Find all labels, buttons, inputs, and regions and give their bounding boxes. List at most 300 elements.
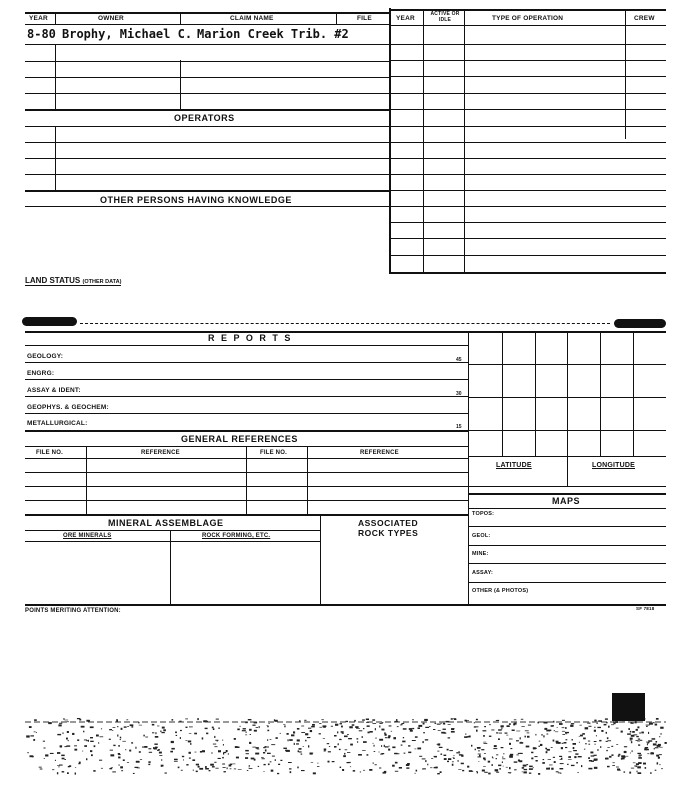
noise-speck	[109, 768, 112, 769]
noise-speck	[611, 724, 614, 725]
noise-speck	[100, 736, 104, 737]
noise-speck	[256, 727, 258, 728]
noise-speck	[352, 724, 355, 726]
noise-speck	[148, 764, 150, 765]
noise-speck	[567, 764, 569, 765]
noise-speck	[553, 721, 554, 723]
noise-speck	[357, 738, 359, 739]
noise-speck	[301, 770, 305, 771]
noise-speck	[396, 719, 397, 721]
noise-speck	[630, 723, 633, 724]
ore-minerals-label: ORE MINERALS	[63, 533, 112, 539]
noise-speck	[498, 765, 501, 767]
noise-speck	[441, 732, 445, 734]
noise-speck	[40, 769, 43, 770]
noise-speck	[472, 771, 473, 772]
noise-speck	[438, 730, 441, 731]
noise-speck	[99, 760, 102, 761]
noise-speck	[462, 770, 464, 771]
noise-speck	[324, 749, 327, 751]
noise-speck	[474, 722, 475, 723]
col-header-claim-name: CLAIM NAME	[230, 15, 274, 22]
noise-speck	[638, 739, 640, 740]
noise-speck	[541, 734, 543, 735]
noise-speck	[374, 751, 376, 752]
noise-speck	[379, 768, 381, 769]
noise-speck	[483, 730, 487, 731]
noise-speck	[362, 736, 364, 738]
noise-speck	[357, 741, 358, 742]
noise-speck	[149, 752, 152, 753]
noise-speck	[344, 736, 348, 738]
noise-speck	[29, 726, 32, 728]
noise-speck	[62, 758, 65, 760]
noise-speck	[110, 750, 113, 751]
noise-speck	[523, 765, 527, 767]
noise-speck	[481, 749, 484, 750]
noise-speck	[312, 724, 315, 726]
noise-speck	[189, 758, 191, 759]
noise-speck	[525, 730, 529, 731]
noise-speck	[67, 731, 69, 733]
noise-speck	[245, 750, 249, 752]
noise-speck	[237, 729, 240, 731]
noise-speck	[655, 747, 659, 748]
noise-speck	[496, 758, 497, 759]
noise-speck	[414, 773, 416, 774]
noise-speck	[120, 739, 121, 740]
report-geophys: GEOPHYS. & GEOCHEM:	[27, 404, 109, 411]
noise-speck	[50, 753, 54, 754]
noise-speck	[293, 731, 295, 733]
noise-speck	[425, 739, 428, 740]
op-header-active-idle: ACTIVE OR IDLE	[430, 11, 460, 23]
noise-speck	[637, 741, 640, 742]
noise-speck	[247, 770, 249, 771]
noise-speck	[395, 771, 399, 772]
noise-speck	[551, 768, 553, 770]
noise-speck	[347, 752, 350, 753]
noise-speck	[412, 740, 416, 741]
noise-speck	[616, 744, 618, 745]
noise-speck	[27, 752, 28, 753]
noise-speck	[171, 741, 174, 743]
noise-speck	[180, 730, 182, 731]
noise-speck	[630, 753, 631, 754]
noise-speck	[77, 739, 79, 741]
noise-speck	[565, 733, 567, 734]
noise-speck	[291, 734, 294, 736]
noise-speck	[162, 732, 165, 733]
noise-speck	[59, 765, 63, 766]
noise-speck	[126, 719, 128, 720]
noise-speck	[188, 741, 191, 743]
noise-speck	[289, 739, 293, 741]
ref-col-file-no-1: FILE NO.	[36, 450, 63, 456]
noise-speck	[178, 767, 180, 769]
noise-speck	[410, 730, 413, 732]
noise-speck	[529, 773, 531, 774]
noise-speck	[520, 742, 524, 744]
noise-speck	[353, 771, 355, 772]
noise-speck	[193, 770, 194, 771]
noise-speck	[136, 761, 140, 763]
noise-speck	[388, 746, 389, 747]
noise-speck	[588, 741, 590, 742]
noise-speck	[509, 773, 511, 774]
noise-speck	[505, 733, 508, 734]
noise-speck	[616, 728, 619, 729]
noise-speck	[362, 719, 365, 720]
op-header-year: YEAR	[396, 15, 415, 22]
noise-speck	[417, 748, 421, 750]
noise-speck	[339, 749, 341, 750]
noise-speck	[375, 764, 377, 765]
noise-speck	[430, 767, 432, 768]
noise-speck	[280, 733, 281, 734]
noise-speck	[267, 730, 269, 732]
noise-speck	[501, 725, 504, 727]
noise-speck	[533, 767, 534, 768]
points-meriting-attention: POINTS MERITING ATTENTION:	[25, 608, 121, 614]
noise-speck	[319, 733, 321, 734]
noise-speck	[198, 766, 200, 768]
noise-speck	[393, 765, 394, 766]
noise-speck	[319, 723, 321, 724]
noise-speck	[624, 751, 627, 753]
noise-speck	[492, 757, 493, 758]
noise-speck	[502, 762, 503, 763]
noise-speck	[590, 752, 593, 754]
noise-speck	[199, 768, 203, 770]
noise-speck	[131, 742, 133, 743]
noise-speck	[227, 767, 228, 769]
noise-speck	[83, 731, 84, 733]
noise-speck	[245, 735, 247, 736]
noise-speck	[81, 726, 85, 728]
noise-speck	[368, 732, 370, 734]
scale-30: 30	[456, 391, 462, 397]
noise-speck	[495, 769, 499, 771]
noise-speck	[338, 743, 339, 745]
noise-speck	[133, 773, 135, 774]
noise-speck	[418, 725, 422, 727]
noise-speck	[34, 732, 36, 733]
noise-speck	[496, 732, 498, 733]
noise-speck	[634, 766, 637, 767]
noise-speck	[60, 745, 63, 747]
noise-speck	[646, 726, 648, 727]
noise-speck	[135, 747, 136, 749]
noise-speck	[332, 761, 335, 762]
noise-speck	[395, 762, 398, 764]
noise-speck	[639, 757, 641, 758]
noise-speck	[604, 724, 607, 726]
noise-speck	[564, 742, 567, 744]
noise-speck	[624, 756, 628, 757]
noise-speck	[636, 736, 639, 737]
noise-speck	[232, 764, 235, 765]
noise-speck	[412, 719, 414, 720]
noise-speck	[478, 761, 479, 762]
noise-speck	[255, 753, 259, 755]
noise-speck	[118, 754, 120, 755]
noise-speck	[59, 723, 62, 724]
noise-speck	[249, 765, 250, 767]
noise-speck	[434, 756, 437, 757]
noise-speck	[617, 769, 620, 771]
noise-speck	[91, 754, 93, 756]
longitude-label: LONGITUDE	[592, 462, 636, 469]
noise-speck	[509, 767, 511, 769]
noise-speck	[258, 766, 259, 767]
noise-speck	[145, 737, 148, 738]
noise-speck	[263, 771, 264, 772]
noise-speck	[594, 741, 597, 742]
noise-speck	[272, 756, 275, 757]
noise-speck	[652, 738, 656, 740]
noise-speck	[570, 725, 573, 727]
noise-speck	[171, 748, 174, 750]
noise-speck	[238, 769, 242, 770]
noise-speck	[324, 751, 326, 752]
noise-speck	[514, 723, 516, 725]
noise-speck	[43, 741, 45, 742]
noise-speck	[659, 764, 660, 765]
noise-speck	[488, 773, 490, 775]
noise-speck	[90, 726, 94, 728]
noise-speck	[478, 756, 482, 757]
noise-speck	[121, 728, 123, 730]
noise-speck	[350, 744, 353, 746]
noise-speck	[202, 737, 204, 739]
noise-speck	[637, 753, 641, 754]
noise-speck	[382, 729, 384, 730]
noise-speck	[194, 733, 197, 735]
noise-speck	[303, 746, 304, 747]
noise-speck	[218, 758, 221, 759]
noise-speck	[331, 726, 333, 727]
noise-speck	[383, 772, 386, 774]
noise-speck	[643, 763, 646, 765]
noise-speck	[45, 754, 48, 756]
noise-speck	[192, 759, 195, 761]
noise-speck	[148, 748, 151, 749]
noise-speck	[385, 746, 389, 747]
noise-speck	[584, 749, 585, 750]
noise-speck	[109, 729, 112, 730]
report-engrg: ENGRG:	[27, 370, 55, 377]
noise-speck	[648, 740, 652, 741]
noise-speck	[502, 757, 503, 758]
noise-speck	[214, 762, 216, 763]
ref-col-reference-2: REFERENCE	[360, 450, 399, 456]
noise-speck	[131, 726, 133, 727]
noise-speck	[544, 722, 548, 724]
noise-speck	[506, 735, 508, 736]
noise-speck	[140, 759, 142, 760]
noise-speck	[334, 735, 337, 737]
noise-speck	[90, 750, 92, 752]
noise-speck	[461, 755, 463, 757]
noise-speck	[606, 750, 608, 751]
noise-speck	[317, 766, 319, 767]
noise-speck	[116, 719, 117, 721]
noise-speck	[496, 772, 499, 773]
noise-speck	[213, 728, 215, 730]
noise-speck	[359, 730, 363, 731]
noise-speck	[516, 731, 520, 732]
noise-speck	[246, 732, 247, 733]
noise-speck	[109, 739, 111, 740]
noise-speck	[152, 724, 155, 726]
noise-speck	[562, 743, 564, 744]
noise-speck	[58, 724, 61, 726]
noise-speck	[521, 726, 524, 727]
noise-speck	[649, 723, 653, 725]
noise-speck	[214, 746, 217, 747]
noise-speck	[355, 726, 358, 728]
noise-speck	[101, 728, 102, 729]
noise-speck	[588, 744, 590, 745]
noise-speck	[362, 750, 366, 751]
noise-speck	[493, 748, 497, 749]
noise-speck	[483, 742, 486, 743]
noise-speck	[640, 740, 642, 741]
noise-speck	[538, 773, 540, 775]
noise-speck	[554, 761, 556, 763]
noise-speck	[270, 739, 272, 740]
noise-speck	[618, 755, 620, 757]
noise-speck	[347, 734, 349, 735]
noise-speck	[587, 723, 590, 724]
noise-speck	[461, 763, 464, 765]
noise-speck	[477, 747, 481, 749]
noise-speck	[434, 767, 437, 768]
noise-speck	[451, 731, 455, 733]
noise-speck	[189, 727, 193, 728]
entry-owner: Brophy, Michael C.	[62, 27, 193, 41]
noise-speck	[86, 720, 90, 722]
noise-speck	[562, 734, 565, 735]
noise-speck	[342, 733, 344, 734]
noise-speck	[185, 719, 188, 720]
noise-speck	[344, 753, 345, 755]
noise-speck	[261, 757, 264, 758]
noise-speck	[636, 766, 637, 767]
noise-speck	[529, 768, 533, 770]
noise-speck	[458, 751, 460, 752]
noise-speck	[142, 746, 143, 748]
noise-speck	[341, 726, 343, 728]
noise-speck	[655, 770, 657, 771]
noise-speck	[160, 731, 161, 733]
noise-speck	[639, 732, 641, 733]
noise-speck	[218, 750, 221, 752]
noise-speck	[527, 736, 530, 738]
noise-speck	[448, 758, 451, 760]
noise-speck	[561, 747, 563, 749]
noise-speck	[523, 771, 527, 773]
noise-speck	[568, 756, 571, 758]
noise-speck	[437, 751, 439, 752]
noise-speck	[531, 752, 533, 754]
noise-speck	[44, 758, 45, 759]
noise-speck	[560, 768, 564, 769]
noise-speck	[600, 746, 601, 748]
noise-speck	[594, 744, 596, 745]
noise-speck	[211, 753, 213, 754]
noise-speck	[376, 738, 377, 739]
maps-assay: ASSAY:	[472, 570, 494, 576]
noise-speck	[512, 730, 515, 732]
noise-speck	[214, 736, 215, 738]
noise-speck	[488, 761, 490, 763]
noise-speck	[189, 752, 191, 754]
noise-speck	[287, 733, 289, 735]
noise-speck	[190, 743, 191, 745]
noise-speck	[581, 765, 582, 767]
noise-speck	[343, 755, 346, 757]
noise-speck	[61, 755, 64, 757]
noise-speck	[239, 726, 241, 727]
noise-speck	[457, 760, 458, 761]
noise-speck	[582, 733, 585, 735]
noise-speck	[139, 751, 141, 753]
noise-speck	[143, 735, 144, 737]
noise-speck	[392, 747, 395, 749]
noise-speck	[223, 753, 224, 755]
noise-speck	[453, 757, 455, 758]
noise-speck	[110, 754, 114, 756]
noise-speck	[502, 758, 505, 759]
noise-speck	[650, 772, 651, 774]
noise-speck	[453, 718, 456, 719]
noise-speck	[484, 743, 488, 744]
noise-speck	[613, 762, 615, 763]
noise-speck	[646, 742, 650, 743]
noise-speck	[222, 740, 223, 741]
noise-speck	[412, 728, 414, 729]
noise-speck	[509, 739, 513, 740]
noise-speck	[491, 730, 494, 731]
noise-speck	[630, 738, 633, 740]
form-code: SF 7818	[636, 606, 655, 611]
noise-speck	[433, 729, 435, 730]
noise-speck	[249, 729, 252, 731]
noise-speck	[624, 771, 626, 772]
noise-speck	[440, 723, 442, 724]
noise-speck	[124, 726, 127, 727]
noise-speck	[519, 760, 522, 762]
noise-speck	[267, 753, 271, 754]
noise-speck	[647, 744, 648, 746]
noise-speck	[631, 768, 634, 769]
noise-speck	[489, 724, 491, 725]
noise-speck	[427, 764, 428, 766]
noise-speck	[579, 736, 580, 737]
noise-speck	[510, 755, 512, 756]
noise-speck	[608, 740, 612, 741]
noise-speck	[611, 746, 613, 747]
noise-speck	[562, 727, 565, 728]
noise-speck	[228, 753, 229, 754]
noise-speck	[312, 753, 313, 754]
noise-speck	[308, 745, 309, 747]
report-assay: ASSAY & IDENT:	[27, 387, 81, 394]
noise-speck	[369, 769, 372, 771]
noise-speck	[522, 772, 523, 773]
